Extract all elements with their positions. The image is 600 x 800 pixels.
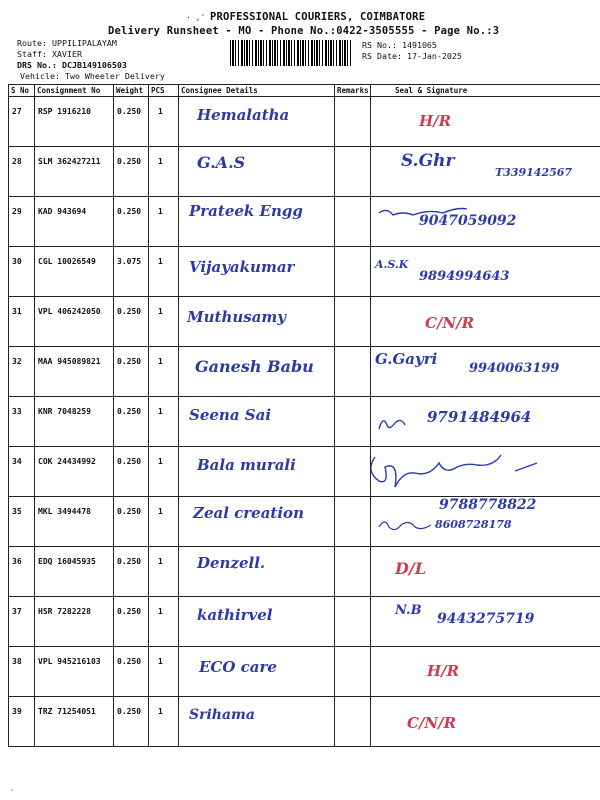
cell-seal bbox=[371, 547, 600, 597]
cell-weight: 0.250 bbox=[114, 147, 149, 197]
handwritten-signature: N.B bbox=[395, 603, 422, 618]
cell-pcs: 1 bbox=[149, 297, 179, 347]
handwritten-seal: C/N/R bbox=[407, 714, 457, 732]
cell-seal bbox=[371, 397, 600, 447]
handwritten-consignee: Hemalatha bbox=[197, 106, 290, 124]
col-header-consignment: Consignment No bbox=[35, 85, 114, 97]
cell-weight: 0.250 bbox=[114, 647, 149, 697]
table-row bbox=[9, 97, 600, 147]
cell-sno: 39 bbox=[9, 697, 35, 747]
handwritten-seal: C/N/R bbox=[425, 314, 475, 332]
cell-sno: 30 bbox=[9, 247, 35, 297]
cell-sno: 27 bbox=[9, 97, 35, 147]
route-text: Route: UPPILIPALAYAM bbox=[17, 38, 117, 48]
vehicle-text: Vehicle: Two Wheeler Delivery bbox=[20, 71, 165, 81]
cell-consignee bbox=[179, 247, 335, 297]
cell-consignee bbox=[179, 597, 335, 647]
barcode bbox=[230, 40, 353, 66]
handwritten-consignee: Bala murali bbox=[197, 456, 296, 474]
runsheet-title: Delivery Runsheet - MO - Phone No.:0422-3505555 - Page No.:3 bbox=[108, 25, 500, 37]
cell-pcs: 1 bbox=[149, 447, 179, 497]
handwritten-phone: 9443275719 bbox=[437, 611, 535, 627]
signature-stroke bbox=[371, 451, 556, 491]
staff-text: Staff: XAVIER bbox=[17, 49, 82, 59]
cell-consignment: MAA 945089821 bbox=[35, 347, 114, 397]
cell-consignment: SLM 362427211 bbox=[35, 147, 114, 197]
cell-pcs: 1 bbox=[149, 397, 179, 447]
cell-consignment: RSP 1916210 bbox=[35, 97, 114, 147]
table-header-row bbox=[9, 85, 600, 97]
cell-sno: 38 bbox=[9, 647, 35, 697]
cell-seal bbox=[371, 697, 600, 747]
cell-weight: 0.250 bbox=[114, 97, 149, 147]
cell-remarks bbox=[335, 547, 371, 597]
cell-remarks bbox=[335, 697, 371, 747]
cell-consignment: COK 24434992 bbox=[35, 447, 114, 497]
cell-consignee bbox=[179, 647, 335, 697]
handwritten-consignee: Prateek Engg bbox=[189, 202, 303, 220]
cell-weight: 0.250 bbox=[114, 397, 149, 447]
cell-consignment: MKL 3494478 bbox=[35, 497, 114, 547]
cell-remarks bbox=[335, 497, 371, 547]
handwritten-consignee: kathirvel bbox=[197, 606, 273, 624]
cell-pcs: 1 bbox=[149, 647, 179, 697]
handwritten-consignee: Srihama bbox=[189, 707, 255, 723]
corner-mark: ' bbox=[10, 788, 15, 796]
cell-remarks bbox=[335, 147, 371, 197]
cell-consignee bbox=[179, 97, 335, 147]
col-header-remarks: Remarks bbox=[335, 85, 371, 97]
table-row bbox=[9, 597, 600, 647]
handwritten-consignee: Denzell. bbox=[197, 554, 266, 572]
drs-label: DRS No.: bbox=[17, 60, 57, 70]
cell-remarks bbox=[335, 347, 371, 397]
cell-seal bbox=[371, 97, 600, 147]
cell-pcs: 1 bbox=[149, 97, 179, 147]
col-header-sno: S No bbox=[9, 85, 35, 97]
signature-stroke bbox=[375, 409, 415, 435]
cell-pcs: 1 bbox=[149, 147, 179, 197]
cell-remarks bbox=[335, 597, 371, 647]
cell-remarks bbox=[335, 647, 371, 697]
cell-consignment: VPL 406242050 bbox=[35, 297, 114, 347]
table-row bbox=[9, 197, 600, 247]
table-row bbox=[9, 547, 600, 597]
cell-sno: 28 bbox=[9, 147, 35, 197]
cell-consignment: KNR 7048259 bbox=[35, 397, 114, 447]
cell-consignment: EDQ 16045935 bbox=[35, 547, 114, 597]
handwritten-consignee: Muthusamy bbox=[187, 308, 287, 326]
cell-sno: 34 bbox=[9, 447, 35, 497]
handwritten-signature: A.S.K bbox=[375, 258, 409, 271]
cell-remarks bbox=[335, 447, 371, 497]
cell-consignment: VPL 945216103 bbox=[35, 647, 114, 697]
cell-sno: 31 bbox=[9, 297, 35, 347]
table-row bbox=[9, 247, 600, 297]
cell-consignment: HSR 7282228 bbox=[35, 597, 114, 647]
cell-sno: 36 bbox=[9, 547, 35, 597]
cell-consignee bbox=[179, 497, 335, 547]
cell-sno: 32 bbox=[9, 347, 35, 397]
signature-stroke bbox=[375, 513, 435, 537]
cell-consignee bbox=[179, 147, 335, 197]
cell-seal bbox=[371, 347, 600, 397]
cell-pcs: 1 bbox=[149, 497, 179, 547]
handwritten-phone: T339142567 bbox=[495, 166, 573, 179]
runsheet-table bbox=[8, 84, 600, 747]
cell-remarks bbox=[335, 197, 371, 247]
cell-remarks bbox=[335, 97, 371, 147]
col-header-pcs: PCS bbox=[149, 85, 179, 97]
cell-weight: 0.250 bbox=[114, 597, 149, 647]
cell-consignment: KAD 943694 bbox=[35, 197, 114, 247]
cell-sno: 33 bbox=[9, 397, 35, 447]
table-row bbox=[9, 297, 600, 347]
cell-weight: 0.250 bbox=[114, 697, 149, 747]
handwritten-phone: 9788778822 bbox=[439, 497, 537, 513]
cell-consignee bbox=[179, 397, 335, 447]
cell-consignee bbox=[179, 297, 335, 347]
cell-consignee bbox=[179, 447, 335, 497]
cell-seal bbox=[371, 597, 600, 647]
col-header-consignee: Consignee Details bbox=[179, 85, 335, 97]
rs-number: RS No.: 1491065 bbox=[362, 40, 437, 50]
handwritten-seal: H/R bbox=[427, 662, 460, 680]
rs-date: RS Date: 17-Jan-2025 bbox=[362, 51, 462, 61]
cell-remarks bbox=[335, 297, 371, 347]
cell-pcs: 1 bbox=[149, 597, 179, 647]
handwritten-seal: D/L bbox=[395, 559, 426, 578]
col-header-seal: Seal & Signature bbox=[371, 85, 600, 97]
company-title: PROFESSIONAL COURIERS, COIMBATORE bbox=[210, 11, 426, 23]
corner-scribble: · ,' bbox=[186, 13, 206, 22]
handwritten-phone-2: 8608728178 bbox=[435, 518, 512, 531]
handwritten-phone: 9940063199 bbox=[469, 361, 560, 376]
cell-seal bbox=[371, 647, 600, 697]
cell-consignee bbox=[179, 697, 335, 747]
cell-weight: 0.250 bbox=[114, 197, 149, 247]
cell-seal bbox=[371, 147, 600, 197]
handwritten-consignee: ECO care bbox=[199, 658, 277, 676]
cell-weight: 0.250 bbox=[114, 497, 149, 547]
handwritten-consignee: Zeal creation bbox=[193, 504, 304, 522]
cell-remarks bbox=[335, 247, 371, 297]
cell-consignee bbox=[179, 197, 335, 247]
handwritten-consignee: Vijayakumar bbox=[189, 258, 295, 276]
cell-seal bbox=[371, 447, 600, 497]
cell-pcs: 1 bbox=[149, 547, 179, 597]
cell-weight: 0.250 bbox=[114, 347, 149, 397]
handwritten-signature: G.Gayri bbox=[375, 350, 438, 368]
cell-weight: 0.250 bbox=[114, 297, 149, 347]
table-row bbox=[9, 447, 600, 497]
table-row bbox=[9, 647, 600, 697]
handwritten-consignee: Seena Sai bbox=[189, 406, 272, 424]
drs-value: DCJB149106503 bbox=[61, 60, 127, 70]
handwritten-seal: H/R bbox=[419, 112, 452, 130]
handwritten-phone: 9894994643 bbox=[419, 269, 510, 284]
table-row bbox=[9, 347, 600, 397]
handwritten-phone: 9791484964 bbox=[427, 408, 532, 426]
handwritten-phone: 9047059092 bbox=[419, 213, 517, 229]
cell-consignment: TRZ 71254051 bbox=[35, 697, 114, 747]
cell-pcs: 1 bbox=[149, 247, 179, 297]
cell-sno: 29 bbox=[9, 197, 35, 247]
cell-consignee bbox=[179, 347, 335, 397]
handwritten-signature: S.Ghr bbox=[401, 151, 455, 171]
handwritten-consignee: G.A.S bbox=[197, 153, 246, 172]
cell-consignment: CGL 10026549 bbox=[35, 247, 114, 297]
col-header-weight: Weight bbox=[114, 85, 149, 97]
cell-weight: 0.250 bbox=[114, 447, 149, 497]
drs-number bbox=[17, 60, 127, 70]
table-row bbox=[9, 697, 600, 747]
table-row bbox=[9, 147, 600, 197]
handwritten-consignee: Ganesh Babu bbox=[195, 357, 314, 376]
table-row bbox=[9, 497, 600, 547]
cell-seal bbox=[371, 197, 600, 247]
cell-consignee bbox=[179, 547, 335, 597]
cell-weight: 0.250 bbox=[114, 547, 149, 597]
table-row bbox=[9, 397, 600, 447]
cell-pcs: 1 bbox=[149, 347, 179, 397]
cell-seal bbox=[371, 497, 600, 547]
cell-seal bbox=[371, 297, 600, 347]
cell-seal bbox=[371, 247, 600, 297]
cell-pcs: 1 bbox=[149, 197, 179, 247]
cell-remarks bbox=[335, 397, 371, 447]
cell-weight: 3.075 bbox=[114, 247, 149, 297]
cell-sno: 37 bbox=[9, 597, 35, 647]
cell-pcs: 1 bbox=[149, 697, 179, 747]
cell-sno: 35 bbox=[9, 497, 35, 547]
